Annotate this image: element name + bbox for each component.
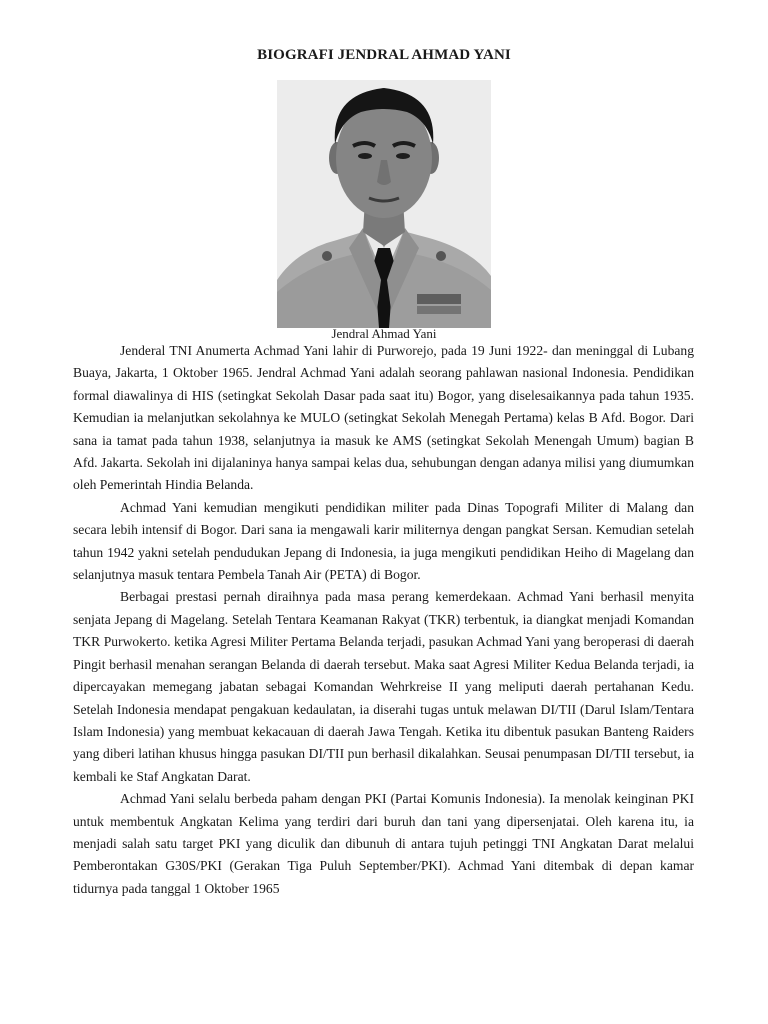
portrait-illustration: [277, 80, 491, 328]
portrait-photo: [277, 80, 491, 328]
photo-caption: Jendral Ahmad Yani: [331, 326, 437, 341]
body-paragraph: Achmad Yani kemudian mengikuti pendidikan militer pada Dinas Topografi Militer di Malang dan secara lebih intensif di Bogor. Dari sana ia mengawali karir militernya dengan pangkat Sersan. Kemudian setelah tahun 1942 yakni setelah pendudukan Jepang di Indonesia, ia juga mengikuti pendidikan Heiho di Magelang dan selanjutnya masuk tentara Pembela Tanah Air (PETA) di Bogor.: [73, 499, 694, 583]
body-paragraph: Achmad Yani selalu berbeda paham dengan PKI (Partai Komunis Indonesia). Ia menolak keinginan PKI untuk membentuk Angkatan Kelima yang terdiri dari buruh dan tani yang dipersenjatai. Oleh karena itu, ia menjadi salah satu target PKI yang diculik dan dibunuh di antara tujuh petinggi TNI Angkatan Darat melalui Pemberontakan G30S/PKI (Gerakan Tiga Puluh September/PKI). Achmad Yani ditembak di depan kamar tidurnya pada tanggal 1 Oktober 1965: [73, 791, 694, 896]
document-title: BIOGRAFI JENDRAL AHMAD YANI: [257, 47, 511, 63]
body-paragraph: Jenderal TNI Anumerta Achmad Yani lahir di Purworejo, pada 19 Juni 1922- dan meninggal di Lubang Buaya, Jakarta, 1 Oktober 1965. Jendral Achmad Yani adalah seorang pahlawan nasional Indonesia. Pendidikan formal diawalinya di HIS (setingkat Sekolah Dasar pada saat itu) Bogor, yang diselesaikannya pada tahun 1935. Kemudian ia melanjutkan sekolahnya ke MULO (setingkat Sekolah Menegah Pertama) kelas B Afd. Bogor. Dari sana ia tamat pada tahun 1938, selanjutnya ia masuk ke AMS (setingkat Sekolah Menengah Umum) bagian B Afd. Jakarta. Sekolah ini dijalaninya hanya sampai kelas dua, sehubungan dengan adanya milisi yang diumumkan oleh Pemerintah Hindia Belanda.: [73, 343, 694, 493]
body-paragraph: Berbagai prestasi pernah diraihnya pada masa perang kemerdekaan. Achmad Yani berhasil menyita senjata Jepang di Magelang. Setelah Tentara Keamanan Rakyat (TKR) terbentuk, ia diangkat menjadi Komandan TKR Purwokerto. ketika Agresi Militer Pertama Belanda terjadi, pasukan Achmad Yani yang beroperasi di daerah Pingit berhasil menahan serangan Belanda di daerah tersebut. Maka saat Agresi Militer Kedua Belanda terjadi, ia dipercayakan memegang jabatan sebagai Komandan Wehrkreise II yang meliputi daerah pertahanan Kedu. Setelah Indonesia mendapat pengakuan kedaulatan, ia diserahi tugas untuk melawan DI/TII (Darul Islam/Tentara Islam Indonesia) yang membuat kekacauan di daerah Jawa Tengah. Ketika itu dibentuk pasukan Banteng Raiders yang diberi latihan khusus hingga pasukan DI/TII pun berhasil dikalahkan. Seusai penumpasan DI/TII tersebut, ia kembali ke Staf Angkatan Darat.: [73, 589, 694, 784]
document-body: [73, 340, 694, 900]
